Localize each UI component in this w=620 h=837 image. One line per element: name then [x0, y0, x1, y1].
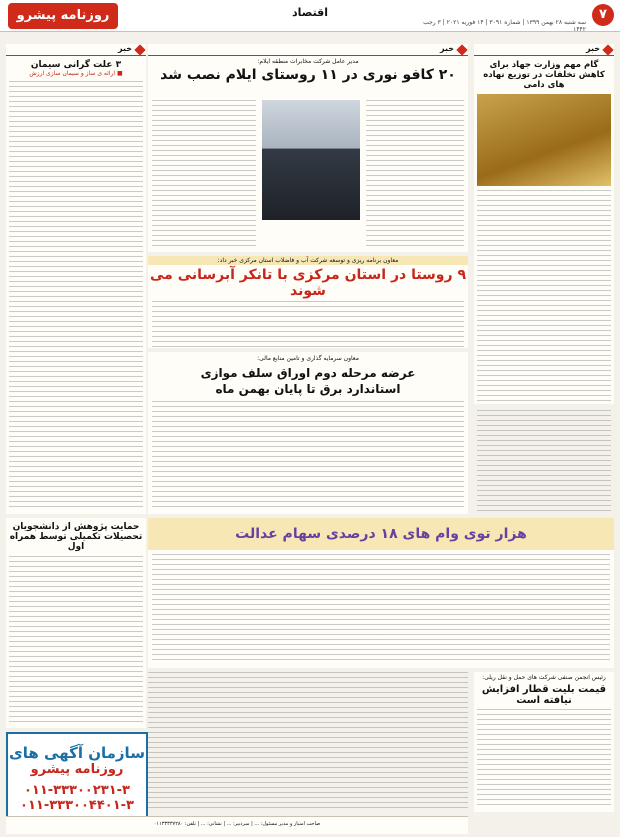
villages-title: ۹ روستا در استان مرکزی با تانکر آبرسانی می شوند — [149, 267, 466, 299]
bonds-body — [152, 401, 464, 511]
villages-kicker: معاون برنامه ریزی و توسعه شرکت آب و فاضلاب استان مرکزی خبر داد: — [148, 256, 468, 265]
fiber-story — [148, 44, 468, 252]
bonds-story — [148, 352, 468, 514]
shares-title: هزار توی وام های ۱۸ درصدی سهام عدالت — [235, 526, 527, 542]
fiber-body-left — [152, 100, 256, 248]
news-tag: خبر — [6, 44, 146, 56]
bonds-kicker: معاون سرمایه گذاری و تامین منابع مالی: — [257, 355, 359, 362]
research-title: حمایت پژوهش از دانشجویان تحصیلات تکمیلی توسط همراه اول — [9, 522, 143, 552]
page-number: ۷ — [592, 4, 614, 26]
footer: صاحب امتیاز و مدیر مسئول: ... | سردبیر: ... | نشانی: ... | تلفن: ۰۱۱۳۳۳۳۷۲۸۰ — [6, 816, 468, 834]
ad-title: سازمان آگهی های — [9, 744, 145, 762]
fiber-photo — [262, 100, 360, 220]
section-title: اقتصاد — [291, 6, 329, 19]
fiber-body-right — [366, 100, 464, 248]
research-body — [9, 556, 143, 724]
fiber-kicker: مدیر عامل شرکت مخابرات منطقه ایلام: — [257, 58, 359, 65]
fiber-title: ۲۰ کافو نوری در ۱۱ روستای ایلام نصب شد — [160, 67, 456, 83]
wheat-body — [477, 190, 611, 404]
ad-phone-1: ۰۱۱-۳۳۳۰۰۲۳۱-۳ — [23, 783, 130, 798]
train-body — [477, 709, 611, 805]
villages-body — [152, 301, 464, 348]
wheat-story — [474, 44, 614, 404]
cement-story — [6, 44, 146, 514]
wheat-photo — [477, 94, 611, 186]
wheat-body-continued — [477, 410, 611, 514]
cement-title: ۳ علت گرانی سیمان — [30, 60, 122, 70]
train-title: قیمت بلیت قطار افزایش نیافته است — [481, 684, 607, 706]
shares-body — [152, 554, 610, 664]
research-story — [6, 518, 146, 728]
cement-body — [9, 81, 143, 511]
shares-title-band — [148, 518, 614, 550]
news-tag: خبر — [148, 44, 468, 56]
wheat-title: گام مهم وزارت جهاد برای کاهش تخلفات در توزیع نهاده های دامی — [483, 60, 605, 90]
newspaper-logo: روزنامه پیشرو — [8, 3, 118, 29]
news-tag: خبر — [474, 44, 614, 56]
dateline: سه شنبه ۲۸ بهمن ۱۳۹۹ | شماره ۳۰۹۱ | ۱۴ فوریه ۲۰۲۱ | ۳ رجب ۱۴۴۲ — [423, 19, 586, 33]
train-kicker: رئیس انجمن صنفی شرکت های حمل و نقل ریلی: — [482, 674, 606, 681]
bonds-title: عرضه مرحله دوم اوراق سلف موازی استاندارد برق تا پایان بهمن ماه — [200, 366, 416, 396]
cement-subtitle: ■ ارائه ی ساز و سیمان سازی ارزش — [29, 70, 123, 77]
shares-body-continued — [148, 672, 468, 812]
ad-phone-2: ۰۱۱-۳۳۳۰۰۴۴۰۱-۳ — [20, 798, 134, 813]
shares-story — [148, 518, 614, 668]
ad-subtitle: روزنامه پیشرو — [30, 762, 124, 777]
train-story — [474, 672, 614, 812]
villages-story — [148, 256, 468, 348]
